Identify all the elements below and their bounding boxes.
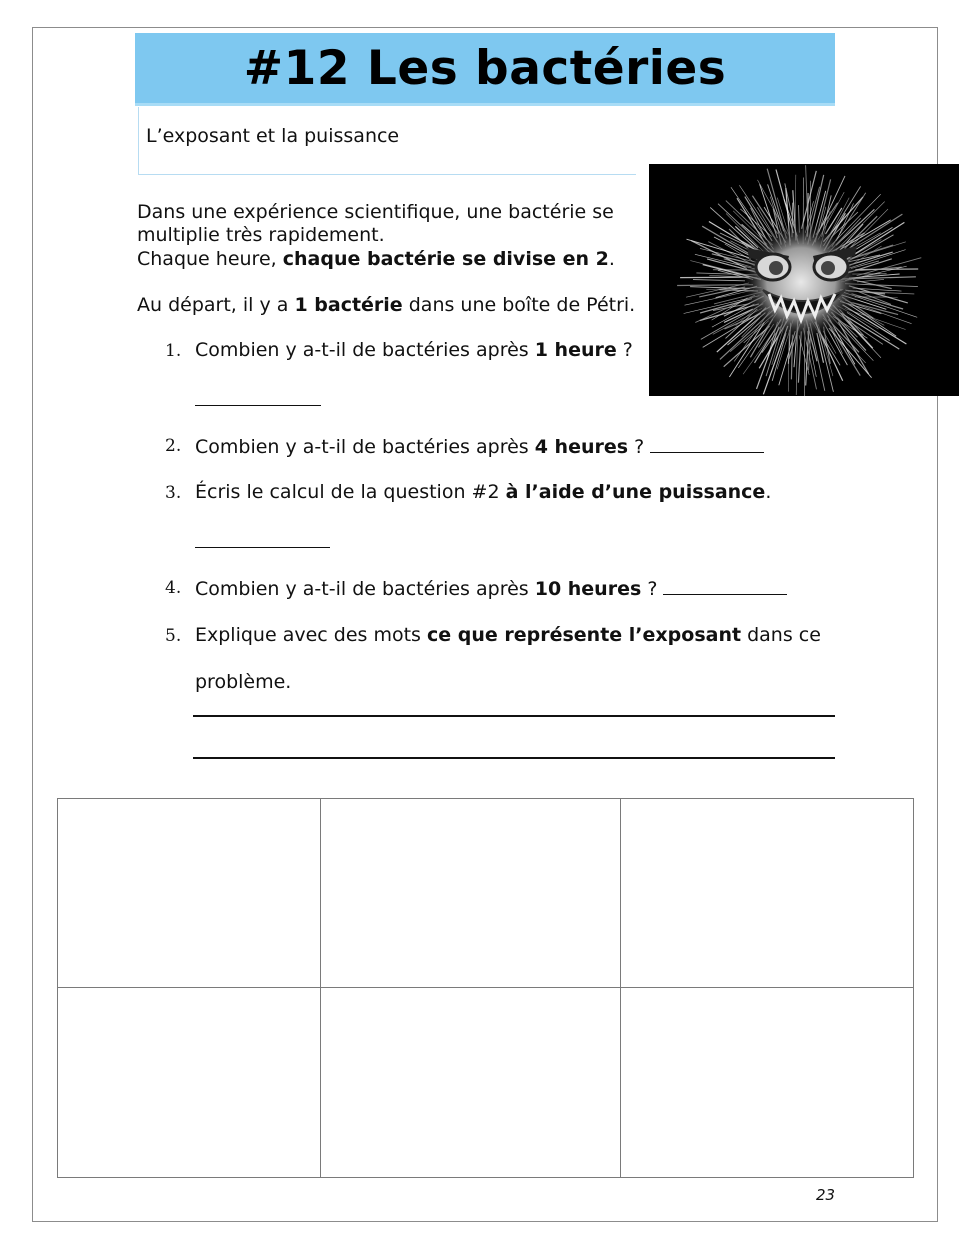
question-2-text [195,434,764,458]
right-pupil [821,261,835,275]
intro-line-1: Dans une expérience scientifique, une bactérie se [137,201,614,223]
question-5-bold: ce que représente l’exposant [426,624,742,646]
answer-blank-2[interactable] [650,434,764,453]
answer-blank-1[interactable] [195,405,321,406]
question-3-bold: à l’aide d’une puissance [505,481,766,503]
question-5-number: 5. [165,626,182,646]
question-4-number: 4. [165,578,182,598]
question-3-number: 3. [165,483,182,503]
question-3-post: . [765,481,772,503]
title-banner [135,33,835,106]
question-5-line-2: problème. [195,671,292,693]
question-1-text [195,339,633,361]
grid-divider-vertical-2 [620,799,621,1177]
question-5-post: dans ce [741,624,821,646]
answer-line-5a[interactable] [193,715,835,717]
subtitle: L’exposant et la puissance [146,125,400,147]
grid-divider-horizontal [58,987,913,988]
intro-line-3-post: . [608,248,615,270]
question-4-bold: 10 heures [534,578,642,600]
question-5-text [195,624,821,646]
question-1-bold: 1 heure [534,339,617,361]
intro-line-4-pre: Au départ, il y a [137,294,295,316]
subtitle-box [138,107,636,175]
page-number: 23 [816,1186,836,1204]
question-4-post: ? [641,578,658,600]
question-3-pre: Écris le calcul de la question #2 [195,481,506,503]
intro-line-3-bold: chaque bactérie se divise en 2 [282,248,609,270]
intro-line-4-post: dans une boîte de Pétri. [402,294,636,316]
intro-line-2: multiplie très rapidement. [137,224,385,246]
answer-blank-3[interactable] [195,547,330,548]
question-3-text [195,481,771,503]
question-4-pre: Combien y a-t-il de bactéries après [195,578,535,600]
work-grid [57,798,914,1178]
intro-line-4 [137,293,635,317]
question-2-number: 2. [165,436,182,456]
question-4-text [195,576,787,600]
intro-line-3-pre: Chaque heure, [137,248,283,270]
page-title: #12 Les bactéries [243,40,727,96]
question-2-post: ? [628,436,645,458]
bacteria-illustration [649,164,959,396]
intro-line-3 [137,247,615,271]
question-5-pre: Explique avec des mots [195,624,427,646]
body-glow [739,220,863,344]
question-1-pre: Combien y a-t-il de bactéries après [195,339,535,361]
left-pupil [769,261,783,275]
question-2-bold: 4 heures [534,436,629,458]
answer-blank-4[interactable] [663,576,787,595]
question-1-number: 1. [165,341,182,361]
fuzzy-bacteria-monster-icon [649,164,959,396]
answer-line-5b[interactable] [193,757,835,759]
question-2-pre: Combien y a-t-il de bactéries après [195,436,535,458]
intro-line-4-bold: 1 bactérie [294,294,403,316]
question-1-post: ? [616,339,633,361]
grid-divider-vertical-1 [320,799,321,1177]
